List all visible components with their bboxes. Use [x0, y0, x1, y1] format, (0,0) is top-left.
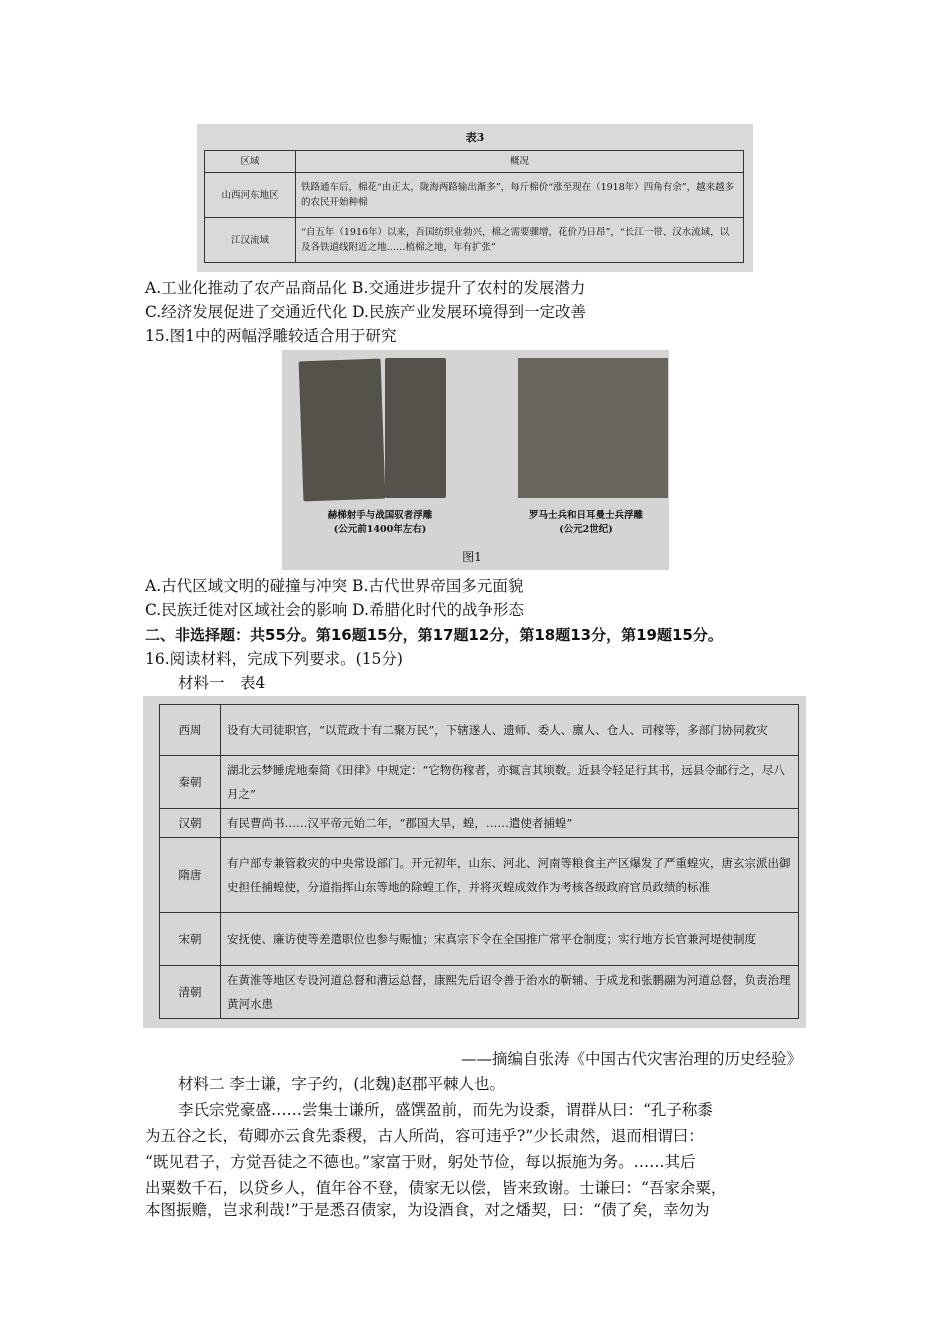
table3-desc: “自五年（1916年）以来，吾国纺织业勃兴，棉之需要骤增，花价乃日昂”，“长江一带、汉水流域，以及各铁道线附近之地……植棉之地，年有扩张” — [296, 218, 744, 263]
section2-heading: 二、非选择题：共55分。第16题15分，第17题12分，第18题13分，第19题15分。 — [145, 626, 723, 644]
table-row — [160, 756, 799, 809]
hittite-relief-right-image — [385, 358, 446, 498]
material2-line: 本图振赡，岂求利哉!”于是悉召债家，为设酒食，对之燔契，曰：“债了矣，幸勿为 — [145, 1201, 710, 1219]
table4-desc: 湖北云梦睡虎地秦简《田律》中规定：“它物伤稼者，亦辄言其顷数。近县令轻足行其书，远县令邮行之，尽八月之” — [221, 756, 799, 809]
q15-option-line: A.古代区域文明的碰撞与冲突 B.古代世界帝国多元面貌 — [145, 577, 524, 595]
material2-line: “既见君子，方觉吾徒之不德也。”家富于财，躬处节俭，每以振施为务。……其后 — [145, 1153, 696, 1171]
table4-era: 西周 — [160, 705, 221, 756]
q15-option-line: C.民族迁徙对区域社会的影响 D.希腊化时代的战争形态 — [145, 601, 524, 619]
table4-era: 汉朝 — [160, 809, 221, 838]
table3-header-row — [205, 151, 744, 173]
table4-era: 清朝 — [160, 966, 221, 1019]
figure1-label: 图1 — [462, 550, 482, 564]
table-row — [205, 173, 744, 218]
q14-option-line: A.工业化推动了农产品商品化 B.交通进步提升了农村的发展潜力 — [145, 279, 586, 297]
table3-region: 江汉流域 — [205, 218, 296, 263]
table4-desc: 在黄淮等地区专设河道总督和漕运总督，康熙先后诏令善于治水的靳辅、于成龙和张鹏翮为河道总督，负责治理黄河水患 — [221, 966, 799, 1019]
table4-desc: 有民曹尚书……汉平帝元始二年，“郡国大旱，蝗，……遣使者捕蝗” — [221, 809, 799, 838]
table4-desc: 安抚使、廉访使等差遣职位也参与赈恤；宋真宗下令在全国推广常平仓制度；实行地方长官兼河堤使制度 — [221, 913, 799, 966]
table4-desc: 设有大司徒职官，“以荒政十有二聚万民”，下辖遂人、遗师、委人、廪人、仓人、司稼等，多部门协同救灾 — [221, 705, 799, 756]
table4-desc: 有户部专兼管救灾的中央常设部门。开元初年，山东、河北、河南等粮食主产区爆发了严重蝗灾，唐玄宗派出御史担任捕蝗使，分道指挥山东等地的除蝗工作，并将灭蝗成效作为考核各级政府官员政绩的标准 — [221, 838, 799, 913]
table4-era: 隋唐 — [160, 838, 221, 913]
table4 — [159, 704, 799, 1019]
table-row — [160, 913, 799, 966]
material2-line: 出粟数千石，以贷乡人，值年谷不登，债家无以偿，皆来致谢。士谦曰：“吾家余粟， — [145, 1179, 727, 1197]
table3-region: 山西河东地区 — [205, 173, 296, 218]
table4-era: 宋朝 — [160, 913, 221, 966]
figure1-right-caption: 罗马士兵和日耳曼士兵浮雕 (公元2世纪) — [528, 510, 643, 535]
table4-image — [143, 696, 806, 1028]
table3-caption: 表3 — [465, 131, 485, 144]
table4-source: ——摘编自张涛《中国古代灾害治理的历史经验》 — [460, 1050, 802, 1068]
table4-era: 秦朝 — [160, 756, 221, 809]
figure1 — [282, 350, 669, 570]
table3-header-region: 区域 — [205, 151, 296, 173]
table-row — [160, 966, 799, 1019]
table-row — [160, 809, 799, 838]
table3-image — [197, 124, 753, 272]
table-row — [160, 838, 799, 913]
table3-desc: 铁路通车后，棉花“由正太，陇海两路输出渐多”，每斤棉价“涨至现在（1918年）四角有余”，越来越多的农民开始种棉 — [296, 173, 744, 218]
table3-header-desc: 概况 — [296, 151, 744, 173]
table-row — [205, 218, 744, 263]
figure1-left-caption: 赫梯射手与战国驭者浮雕 (公元前1400年左右) — [327, 510, 433, 535]
material2-line: 李氏宗党豪盛……尝集士谦所，盛馔盈前，而先为设黍，谓群从曰：“孔子称黍 — [178, 1101, 713, 1119]
q16-stem: 16.阅读材料，完成下列要求。(15分) — [145, 650, 403, 668]
table3 — [204, 150, 744, 263]
hittite-relief-left-image — [299, 359, 386, 502]
roman-relief-image — [518, 358, 668, 498]
q14-option-line: C.经济发展促进了交通近代化 D.民族产业发展环境得到一定改善 — [145, 303, 586, 321]
q15-stem: 15.图1中的两幅浮雕较适合用于研究 — [145, 327, 397, 345]
material2-line: 为五谷之长，荀卿亦云食先黍稷，古人所尚，容可违乎?”少长肃然，退而相谓曰： — [145, 1127, 704, 1145]
table-row — [160, 705, 799, 756]
material1-label: 材料一 表4 — [178, 674, 266, 692]
material2-line: 材料二 李士谦，字子约，(北魏)赵郡平棘人也。 — [178, 1075, 506, 1093]
